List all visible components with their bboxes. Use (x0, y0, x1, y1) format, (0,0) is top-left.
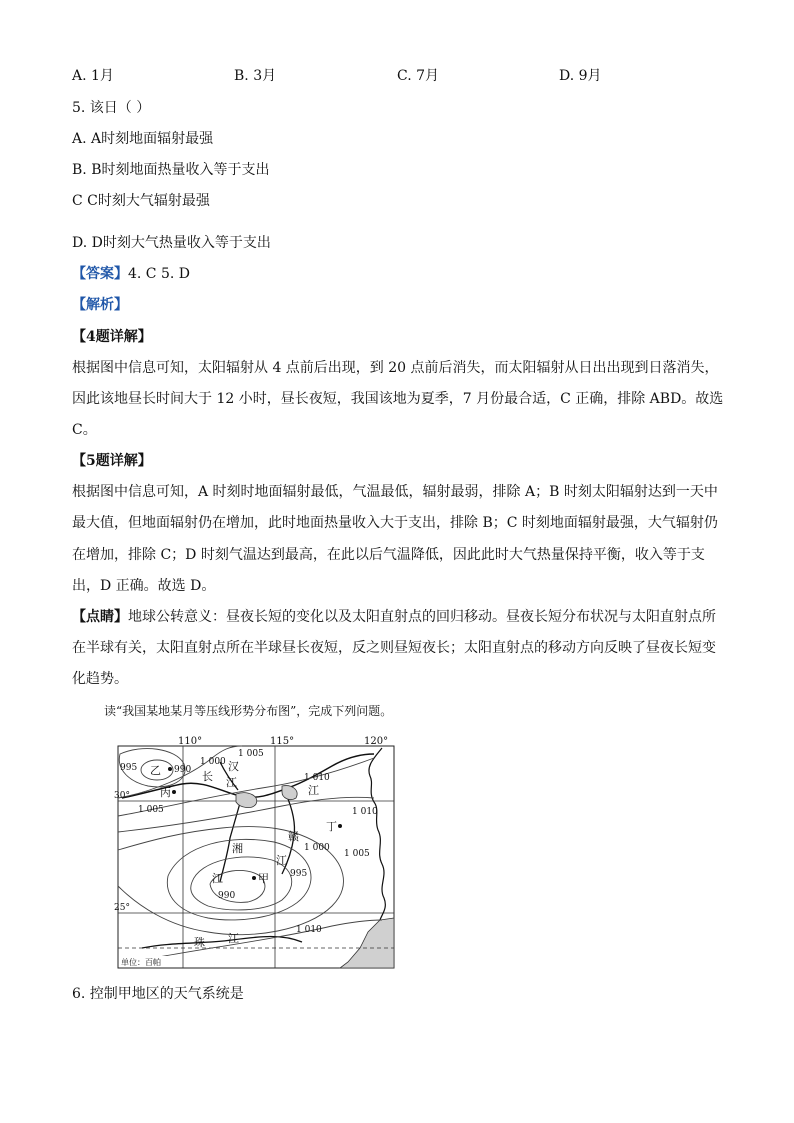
detail-4-line-1: 根据图中信息可知，太阳辐射从 4 点前后出现，到 20 点前后消失，而太阳辐射从日出出现到日落消失， (72, 360, 719, 376)
label-xiang: 湘 (232, 842, 243, 855)
isobar-label-990-north: 990 (174, 765, 192, 775)
detail-5-line-2: 最大值，但地面辐射仍在增加，此时地面热量收入大于支出，排除 B；C 时刻地面辐射最强，大气辐射仍 (72, 515, 718, 531)
lat-label-30: 30° (114, 791, 130, 801)
detail-4-title: 【4题详解】 (72, 329, 152, 345)
q4-option-a: A. 1月 (72, 68, 114, 84)
q4-option-b: B. 3月 (234, 68, 277, 84)
isobar-label-1010-east: 1 010 (352, 807, 378, 817)
isobar-label-1005-east: 1 005 (344, 849, 370, 859)
q5-option-a: A. A时刻地面辐射最强 (72, 131, 214, 147)
answer-text: 4. C 5. D (128, 266, 191, 282)
q6-stem: 6. 控制甲地区的天气系统是 (72, 986, 244, 1002)
isobar-label-1000-south: 1 000 (304, 843, 330, 853)
isobar-label-990-south: 990 (218, 891, 236, 901)
q5-option-d: D. D时刻大气热量收入等于支出 (72, 235, 271, 251)
isobar-label-995-north: 995 (120, 763, 138, 773)
label-gan: 赣 (288, 830, 299, 843)
label-han: 汉 (228, 760, 239, 773)
isobar-label-1005-a: 1 005 (238, 749, 264, 759)
lat-label-25: 25° (114, 903, 130, 913)
label-chang: 长 (202, 770, 213, 783)
q5-option-b: B. B时刻地面热量收入等于支出 (72, 162, 270, 178)
tip-line-3: 化趋势。 (72, 671, 128, 687)
isobar-label-1000-north: 1 000 (200, 757, 226, 767)
detail-5-title: 【5题详解】 (72, 453, 152, 469)
label-jiang-zhu: 江 (228, 932, 239, 945)
label-jiang-xiang: 江 (212, 872, 223, 885)
point-bing (172, 790, 176, 794)
isobar-label-995-south: 995 (290, 869, 308, 879)
detail-5-line-4: 出，D 正确。故选 D。 (72, 578, 216, 594)
tip-text: 地球公转意义：昼夜长短的变化以及太阳直射点的回归移动。昼夜长短分布状况与太阳直射点所 (128, 609, 716, 625)
lon-label-120: 120° (364, 736, 389, 747)
tip-line-1 (72, 607, 716, 627)
label-jiang-chang: 江 (308, 784, 319, 797)
label-ding: 丁 (326, 820, 337, 833)
q5-option-c: C C时刻大气辐射最强 (72, 193, 210, 209)
lon-label-110: 110° (178, 736, 203, 747)
lon-label-115: 115° (270, 736, 295, 747)
isobar-label-1010-a: 1 010 (304, 773, 330, 783)
detail-4-line-3: C。 (72, 422, 97, 438)
label-yi: 乙 (150, 764, 161, 777)
isobar-label-1010-south: 1 010 (296, 925, 322, 935)
answer-label: 【答案】 (72, 266, 128, 282)
point-yi (168, 767, 172, 771)
q4-option-d: D. 9月 (559, 68, 602, 84)
point-ding (338, 824, 342, 828)
point-jia (252, 876, 256, 880)
detail-5-line-1: 根据图中信息可知，A 时刻时地面辐射最低，气温最低，辐射最弱，排除 A；B 时刻太阳辐射达到一天中 (72, 484, 718, 500)
map-caption: 读“我国某地某月等压线形势分布图”，完成下列问题。 (104, 704, 393, 718)
label-jiang-gan: 江 (276, 854, 287, 867)
detail-5-line-3: 在增加，排除 C；D 时刻气温达到最高，在此以后气温降低，因此此时大气热量保持平衡，收入等于支 (72, 547, 705, 563)
unit-label: 单位：百帕 (121, 958, 161, 967)
isobar-label-1005-west: 1 005 (138, 805, 164, 815)
label-bing: 丙 (160, 786, 171, 799)
answer-line (72, 264, 190, 284)
label-jiang-han: 江 (226, 776, 237, 789)
q4-option-c: C. 7月 (397, 68, 440, 84)
q5-stem: 5. 该日（ ） (72, 100, 151, 116)
label-zhu: 珠 (194, 936, 205, 949)
isobar-map (112, 736, 398, 970)
tip-label: 【点睛】 (72, 609, 128, 625)
label-jia: 甲 (258, 872, 269, 885)
tip-line-2: 在半球有关，太阳直射点所在半球昼长夜短，反之则昼短夜长；太阳直射点的移动方向反映了昼夜长短变 (72, 640, 716, 656)
detail-4-line-2: 因此该地昼长时间大于 12 小时，昼长夜短，我国该地为夏季，7 月份最合适，C 正确，排除 ABD。故选 (72, 391, 724, 407)
analysis-label: 【解析】 (72, 297, 128, 313)
